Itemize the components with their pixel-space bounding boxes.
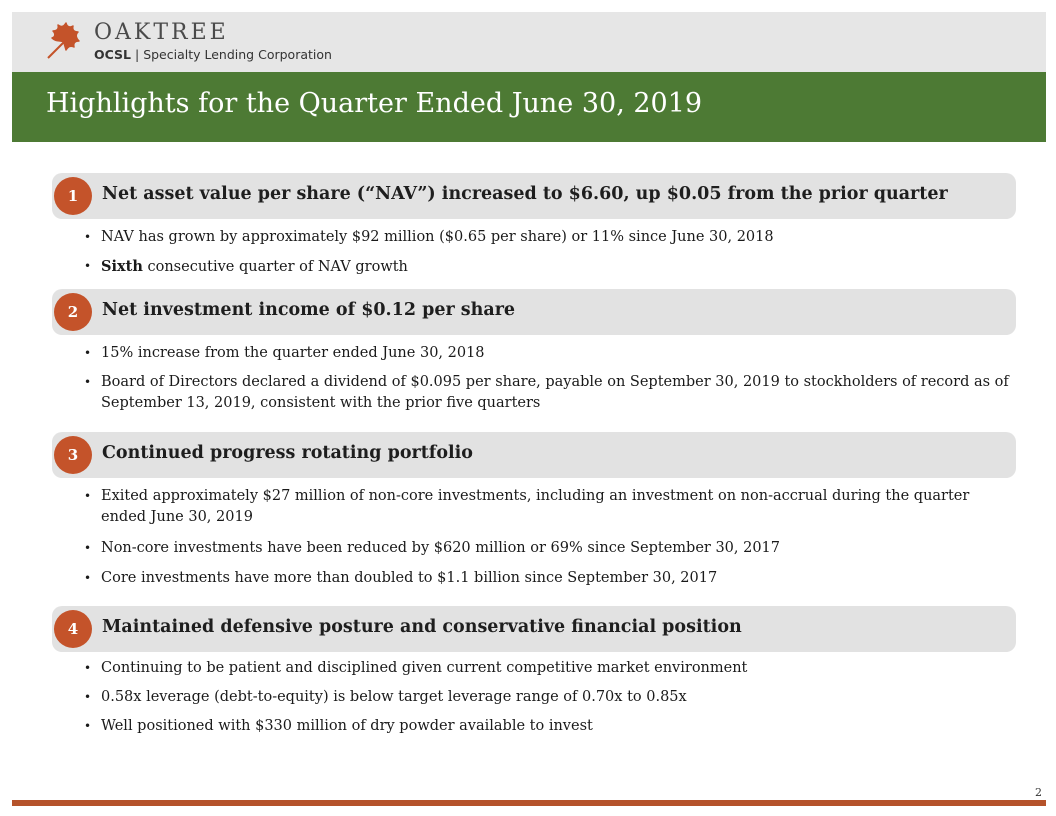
bullet-glyph: • xyxy=(84,661,92,675)
bullet-glyph: • xyxy=(84,690,92,704)
logo-subtitle xyxy=(94,47,332,62)
bullet-glyph: • xyxy=(84,541,92,555)
bullet-glyph: • xyxy=(84,489,92,503)
section-2-title: Net investment income of $0.12 per share xyxy=(102,300,516,320)
bullet-glyph: • xyxy=(84,719,92,733)
section-2-number-badge: 2 xyxy=(54,293,92,331)
bullet-text: Exited approximately $27 million of non-core investments, including an investment on non-accrual during the quarter ended June 30, 2019 xyxy=(101,488,970,525)
bullet-text: 15% increase from the quarter ended June 30, 2018 xyxy=(101,345,485,361)
bullet-bold-text: Sixth xyxy=(101,258,143,275)
bullet-text: Well positioned with $330 million of dry powder available to invest xyxy=(101,718,593,734)
section-3-number-badge: 3 xyxy=(54,436,92,474)
bullet-text: 0.58x leverage (debt-to-equity) is below target leverage range of 0.70x to 0.85x xyxy=(101,689,687,705)
bullet-glyph: • xyxy=(84,346,92,360)
bullet-text: consecutive quarter of NAV growth xyxy=(142,259,408,275)
list-item xyxy=(84,372,1014,414)
bullet-text: NAV has grown by approximately $92 million ($0.65 per share) or 11% since June 30, 2018 xyxy=(101,229,774,245)
list-item xyxy=(84,658,1014,679)
list-item xyxy=(84,568,1014,589)
bullet-glyph: • xyxy=(84,571,92,585)
logo-company: Specialty Lending Corporation xyxy=(143,47,332,62)
bullet-text: Board of Directors declared a dividend of $0.095 per share, payable on September 30, 2019 to stockholders of record as of September 13, 2019, consistent with the prior five quarters xyxy=(101,374,1009,411)
section-3-title: Continued progress rotating portfolio xyxy=(102,443,473,463)
footer-bar xyxy=(12,800,1046,806)
section-4-title: Maintained defensive posture and conservative financial position xyxy=(102,617,742,637)
bullet-text: Continuing to be patient and disciplined given current competitive market environment xyxy=(101,660,748,676)
list-item xyxy=(84,343,1014,364)
bullet-text: Core investments have more than doubled to $1.1 billion since September 30, 2017 xyxy=(101,570,718,586)
logo-separator: | xyxy=(134,47,140,62)
list-item xyxy=(84,716,1014,737)
section-1-title: Net asset value per share (“NAV”) increased to $6.60, up $0.05 from the prior quarter xyxy=(102,184,948,204)
bullet-text: Non-core investments have been reduced by $620 million or 69% since September 30, 2017 xyxy=(101,540,781,556)
list-item xyxy=(84,227,1014,248)
list-item xyxy=(84,486,1014,528)
section-4-number-badge: 4 xyxy=(54,610,92,648)
logo-wordmark: OAKTREE xyxy=(94,20,229,45)
list-item xyxy=(84,256,1014,278)
list-item xyxy=(84,687,1014,708)
page-title: Highlights for the Quarter Ended June 30, 2019 xyxy=(46,88,703,119)
list-item xyxy=(84,538,1014,559)
bullet-glyph: • xyxy=(84,230,92,244)
bullet-glyph: • xyxy=(84,375,92,389)
bullet-glyph: • xyxy=(84,259,92,273)
section-1-number-badge: 1 xyxy=(54,177,92,215)
page-number: 2 xyxy=(1035,786,1042,799)
logo-ticker: OCSL xyxy=(94,47,131,62)
oak-leaf-icon xyxy=(44,20,84,60)
